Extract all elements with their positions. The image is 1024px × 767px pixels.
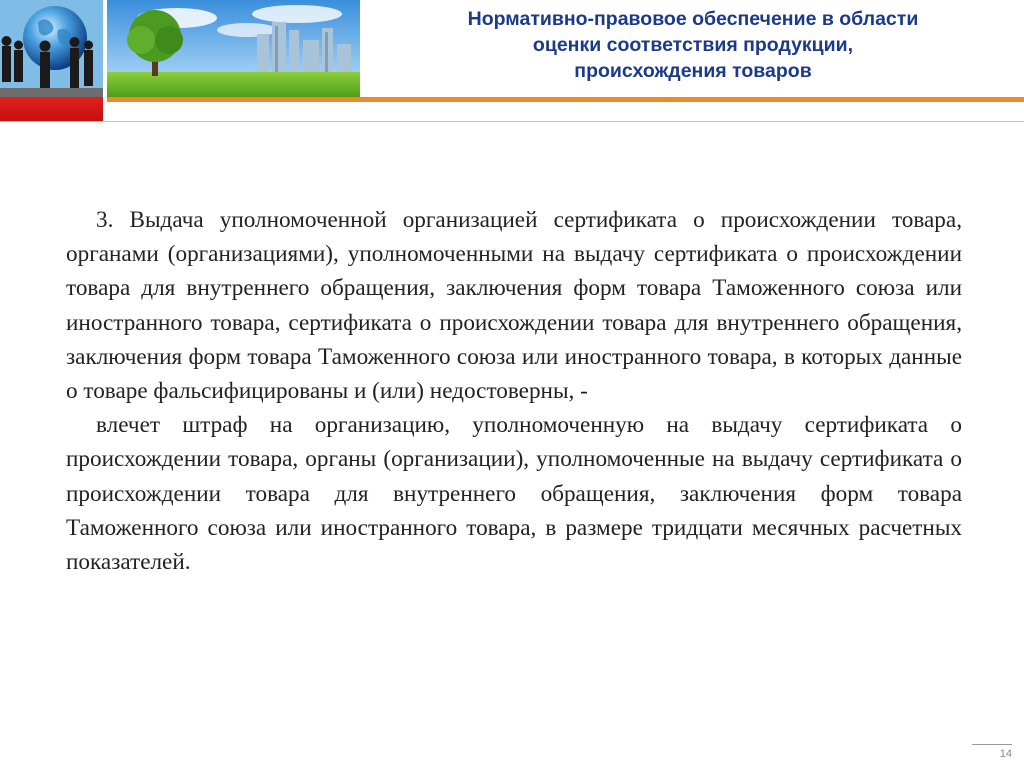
title-line: оценки соответствия продукции, (532, 34, 854, 56)
header-divider (0, 121, 1024, 122)
content-paragraph: влечет штраф на организацию, уполномоченную на выдачу сертификата о происхождении товара, органы (организации), уполномоченные на выдачу сертификата о происхождении товара для внутреннего обращения, заключения форм товара Таможенного союза или иностранного товара, в размере тридцати месячных расчетных показателей. (66, 412, 962, 576)
header-red-block (0, 97, 103, 122)
page-title (362, 6, 1024, 84)
page-number: 14 (999, 748, 1012, 760)
slide-content (66, 203, 962, 579)
title-line: Нормативно-правовое обеспечение в области (467, 8, 919, 30)
footer-divider (972, 744, 1012, 745)
title-line: происхождения товаров (574, 60, 812, 82)
tree-city-landscape-image (107, 0, 360, 97)
header-orange-bar (107, 97, 1024, 102)
globe-businessmen-image (0, 0, 103, 97)
content-paragraph: 3. Выдача уполномоченной организацией сертификата о происхождении товара, органами (организациями), уполномоченными на выдачу сертификата о происхождении товара для внутреннего обращения, заключения форм товара Таможенного союза или иностранного товара, сертификата о происхождении товара для внутреннего обращения, заключения форм товара Таможенного союза или иностранного товара, в которых данные о товаре фальсифицированы и (или) недостоверны, - (66, 207, 962, 405)
